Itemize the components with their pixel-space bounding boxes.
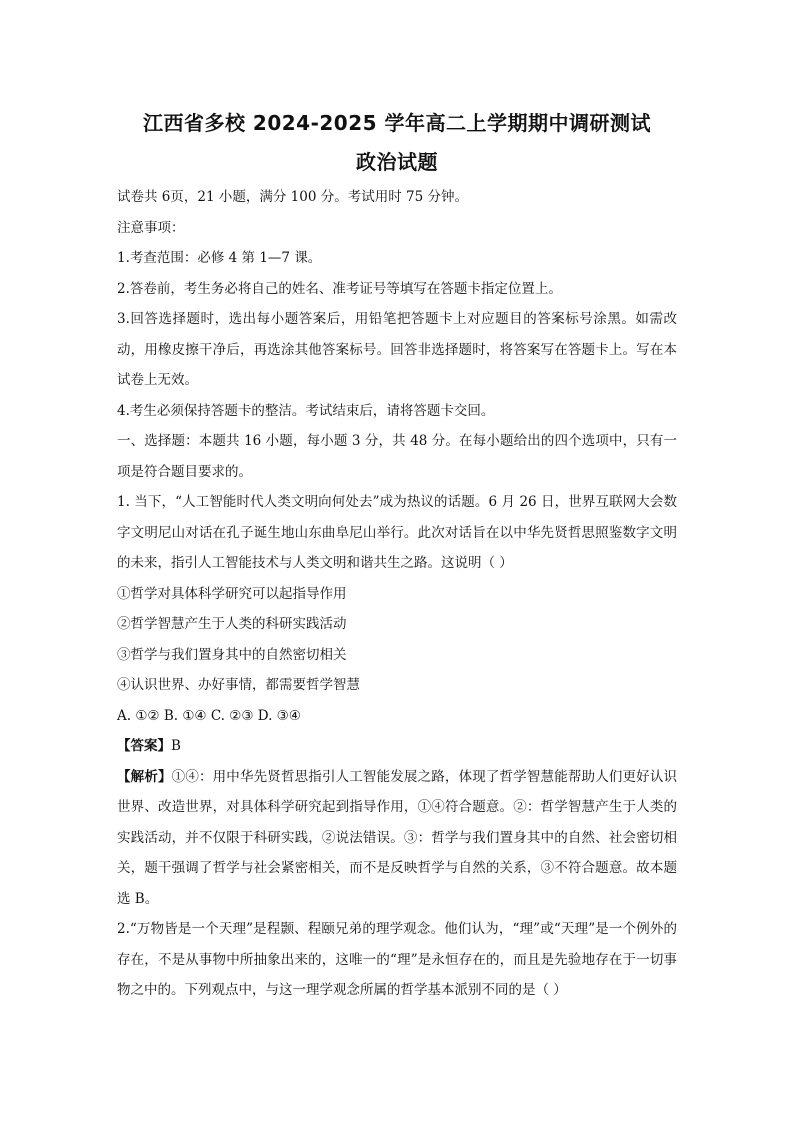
question-2-stem: 2.“万物皆是一个天理”是程颢、程颐兄弟的理学观念。他们认为，“理”或“天理”是一个例外的存在，不是从事物中所抽象出来的，这唯一的“理”是永恒存在的，而且是先验地存在于一切事物之中的。下列观点中，与这一理学观念所属的哲学基本派别不同的是（ ）	[117, 921, 677, 998]
question-1-answer	[117, 731, 677, 762]
note-3: 3.回答选择题时，选出每小题答案后，用铅笔把答题卡上对应题目的答案标号涂黑。如需改动，用橡皮擦干净后，再选涂其他答案标号。回答非选择题时，将答案写在答题卡上。写在本试卷上无效。	[117, 311, 677, 388]
question-1-option-4: ④认识世界、办好事情，都需要哲学智慧	[117, 677, 360, 693]
note-1: 1.考查范围：必修 4 第 1—7 课。	[117, 250, 322, 266]
question-1-stem: 1. 当下，“人工智能时代人类文明向何处去”成为热议的话题。6 月 26 日，世界互联网大会数字文明尼山对话在孔子诞生地山东曲阜尼山举行。此次对话旨在以中华先贤哲思照鉴数字文明的未来，指引人工智能技术与人类文明和谐共生之路。这说明（ ）	[117, 494, 677, 571]
note-4: 4.考生必须保持答题卡的整洁。考试结束后，请将答题卡交回。	[117, 402, 495, 419]
analysis-text: ①④：用中华先贤哲思指引人工智能发展之路，体现了哲学智慧能帮助人们更好认识世界、改造世界，对具体科学研究起到指导作用，①④符合题意。②：哲学智慧产生于人类的实践活动，并不仅限于科研实践，②说法错误。③：哲学与我们置身其中的自然、社会密切相关，题干强调了哲学与社会紧密相关，而不是反映哲学与自然的关系，③不符合题意。故本题选 B。	[117, 768, 678, 907]
exam-subtitle: 政治试题	[356, 150, 438, 174]
exam-summary: 试卷共 6页，21 小题，满分 100 分。考试用时 75 分钟。	[117, 189, 468, 205]
question-1-choices: A. ①② B. ①④ C. ②③ D. ③④	[117, 707, 301, 724]
answer-value: B	[171, 738, 181, 754]
question-1-option-1: ①哲学对具体科学研究可以起指导作用	[117, 585, 347, 602]
question-1-option-3: ③哲学与我们置身其中的自然密切相关	[117, 646, 347, 663]
exam-title: 江西省多校 2024-2025 学年高二上学期期中调研测试	[142, 111, 652, 135]
section-heading: 一、选择题：本题共 16 小题，每小题 3 分，共 48 分。在每小题给出的四个选项中，只有一项是符合题目要求的。	[117, 433, 677, 480]
note-2: 2.答卷前，考生务必将自己的姓名、准考证号等填写在答题卡指定位置上。	[117, 280, 562, 297]
question-1-analysis	[117, 762, 677, 915]
notes-heading: 注意事项：	[117, 219, 185, 236]
analysis-label: 【解析】	[117, 768, 172, 785]
exam-body	[117, 182, 677, 1006]
question-1-option-2: ②哲学智慧产生于人类的科研实践活动	[117, 616, 347, 632]
answer-label: 【答案】	[117, 738, 171, 754]
